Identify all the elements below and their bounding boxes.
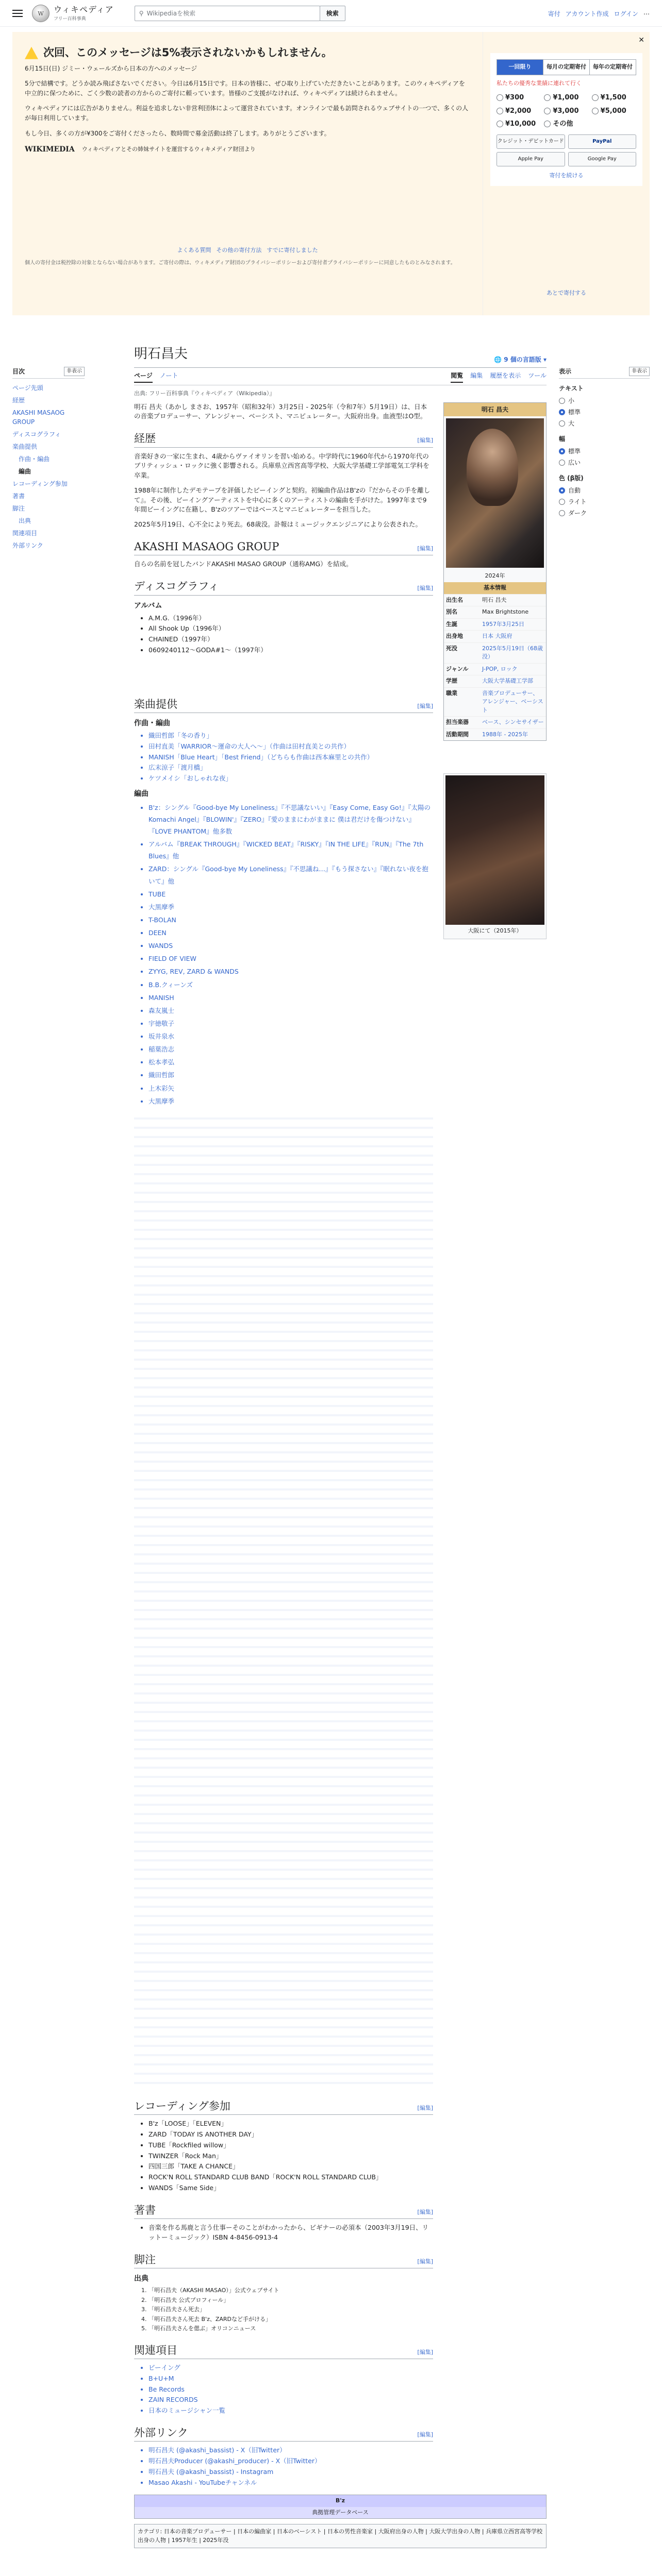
appearance-hide-button[interactable]: 非表示 (629, 367, 650, 376)
list-item[interactable]: • ZARD：シングル『Good-bye My Loneliness』『不思議ね…』『もう探さない』『眠れない夜を抱いて』他 (148, 863, 433, 887)
subsection-heading: 編曲 (134, 789, 148, 798)
categories[interactable]: カテゴリ: 日本の音楽プロデューサー | 日本の編曲家 | 日本のベーシスト | 日本の男性音楽家 | 大阪府出身の人物 | 大阪大学出身の人物 | 兵庫県立西宮高等学校出身の人物 | 1957年生 | 2025年没 (134, 2524, 547, 2548)
figure (443, 773, 547, 940)
list-item: • 0609240112〜GODA#1〜（1997年） (148, 646, 433, 655)
tab-talk[interactable]: ノート (159, 372, 178, 379)
article-body (134, 402, 433, 2488)
payment-methods (496, 134, 636, 166)
portrait-image[interactable] (446, 418, 544, 568)
edit-section-link[interactable]: [編集] (417, 702, 433, 709)
list-item: • CHAINED（1997年） (148, 635, 433, 645)
faq-link[interactable]: よくある質問 (177, 247, 211, 253)
list-item: • A.M.G.（1996年） (148, 614, 433, 623)
amount-option[interactable]: ¥3,000 (544, 106, 588, 116)
toc-hide-button[interactable]: 非表示 (64, 367, 85, 376)
language-button[interactable]: 🌐 9 個の言語版 ▾ (494, 356, 547, 363)
reference-item[interactable]: 1. 「明石昌夫（AKASHI MASAO）」公式ウェブサイト (148, 2286, 433, 2295)
figure-caption: 大阪にて（2015年） (468, 927, 522, 934)
edit-section-link[interactable]: [編集] (417, 2208, 433, 2215)
list-item[interactable]: • DEEN (148, 927, 433, 939)
section-heading: 著書 (134, 2204, 156, 2216)
list-item[interactable]: • MANISH「Blue Heart」「Best Friend」（どちらも作曲は西本麻里との共作） (148, 753, 433, 762)
more-icon[interactable]: ⋯ (643, 10, 650, 18)
amount-option[interactable]: ¥300 (496, 93, 541, 103)
toc-item[interactable]: 関連項目 (12, 530, 38, 537)
banner-title: 次回、このメッセージは5%表示されないかもしれません。 (43, 46, 333, 59)
subsection-heading: 作曲・編曲 (134, 719, 170, 727)
related-link[interactable]: • 日本のミュージシャン一覧 (148, 2406, 433, 2416)
warning-icon (25, 47, 38, 59)
text-size-large[interactable]: 大 (559, 418, 650, 429)
paragraph: 自らの名前を冠したバンドAKASHI MASAO GROUP（通称AMG）を結成。 (134, 560, 353, 568)
frequency-selector (496, 59, 636, 75)
list-item[interactable]: • 坂井泉水 (148, 1030, 433, 1042)
related-link[interactable]: • B+U+M (148, 2374, 433, 2384)
width-wide[interactable]: 広い (559, 457, 650, 468)
close-icon[interactable]: ✕ (638, 36, 644, 44)
external-link[interactable]: • 明石昌夫 (@akashi_bassist) - X（旧Twitter） (148, 2446, 433, 2455)
width-standard[interactable]: 標準 (559, 446, 650, 457)
list-item: • TWINZER「Rock Man」 (148, 2151, 433, 2161)
page-tabs (134, 368, 547, 385)
list-item[interactable]: • アルバム『BREAK THROUGH』『WICKED BEAT』『RISKY』『IN THE LIFE』『RUN』『The 7th Blues』他 (148, 838, 433, 862)
amount-option[interactable]: ¥10,000 (496, 119, 541, 129)
reference-item[interactable]: 3. 「明石昌夫さん死去」 (148, 2306, 433, 2314)
infobox-caption: 2024年 (485, 572, 505, 579)
infobox-title: 明石 昌夫 (444, 403, 546, 416)
authority-control[interactable]: 典拠管理データベース (135, 2507, 546, 2519)
card-pay-button[interactable]: クレジット・デビットカード (496, 134, 565, 149)
list-item[interactable]: • 大黒摩季 (148, 901, 433, 913)
toc-item[interactable]: 著書 (12, 493, 25, 500)
navbox (134, 2495, 547, 2519)
toc-item[interactable]: ディスコグラフィ (12, 431, 61, 438)
list-item[interactable]: • 宇徳敬子 (148, 1018, 433, 1029)
toc-subitem[interactable]: 出典 (19, 517, 31, 524)
subsection-heading: アルバム (134, 601, 162, 610)
toc-subitem-current[interactable]: 編曲 (19, 468, 31, 475)
list-item[interactable]: • WANDS (148, 940, 433, 952)
logo-sub: フリー百科事典 (54, 16, 86, 22)
color-label: 色 (β版) (559, 474, 584, 482)
wikimedia-logo: WIKIMEDIA ウィキペディアとその姉妹サイトを運営するウィキメディア財団より (25, 145, 256, 154)
banner-paragraph: 5分で結構です。どうか読み飛ばさないでください。今日は6月15日です。日本の皆様に、ぜひ取り上げていただきたいことがあります。このウィキペディアを中立的に保つために、ごく少数の読者の方からのご寄付に頼っています。皆様のご支援がなければ、ウィキペディアは続けられません。 (25, 79, 465, 97)
section-heading: レコーディング参加 (134, 2099, 230, 2112)
edit-section-link[interactable]: [編集] (417, 585, 433, 591)
infobox: 明石 昌夫 2024年 基本情報 出生名 明石 昌夫 別名 Max Brightstone 生誕 1957年3月25日 出身地 日本 大阪府 死没 2025年5月19日（68歳没） ジャンル J-POP, ロック 学歴 大阪大学基礎工学部 職業 音楽プロデューサー、アレンジャー、ベーシスト 担当楽器 ベース、シンセサイザー 活動期間 1988年 - 2025年 (443, 402, 547, 741)
edit-section-link[interactable]: [編集] (417, 437, 433, 444)
color-dark[interactable]: ダーク (559, 507, 650, 519)
appearance-panel (559, 367, 650, 519)
toc-item[interactable]: 経歴 (12, 397, 25, 404)
donate-link[interactable]: 寄付 (548, 10, 560, 18)
section-heading: 外部リンク (134, 2426, 188, 2439)
list-item[interactable]: • 上木彩矢 (148, 1082, 433, 1094)
list-item: • ROCK'N ROLL STANDARD CLUB BAND「ROCK'N ROLL STANDARD CLUB」 (148, 2173, 433, 2182)
paypal-button[interactable]: PayPal (568, 134, 637, 149)
wikipedia-globe-icon: W (32, 5, 49, 22)
login-link[interactable]: ログイン (614, 10, 638, 18)
paragraph: 2025年5月19日、心不全により死去。68歳没。訃報はミュージックエンジニアにより公表された。 (134, 520, 422, 528)
toc-item[interactable]: 脚注 (12, 505, 25, 512)
other-ways-link[interactable]: その他の寄付方法 (216, 247, 262, 253)
freq-monthly[interactable]: 毎月の定期寄付 (543, 60, 590, 75)
table-of-contents (12, 367, 85, 552)
list-item[interactable]: • T-BOLAN (148, 914, 433, 926)
article (134, 344, 547, 2548)
arrange-list-continued (134, 1110, 433, 2089)
list-item: • B'z「LOOSE」「ELEVEN」 (148, 2119, 433, 2129)
list-item[interactable]: • MANISH (148, 992, 433, 1004)
section-heading: 脚注 (134, 2253, 156, 2266)
reference-item[interactable]: 2. 「明石昌夫 公式プロフィール」 (148, 2296, 433, 2305)
list-item[interactable]: • 稲葉浩志 (148, 1043, 433, 1055)
list-item[interactable]: • B'z：シングル『Good-bye My Loneliness』『不思議ないい』『Easy Come, Easy Go!』『太陽のKomachi Angel』『BLOWIN'』『ZERO』『愛のままにわがままに 僕は君だけを傷つけない』『LOVE PHANTOM』他多数 (148, 802, 433, 837)
navbox-title[interactable]: B'z (135, 2495, 546, 2507)
tab-read[interactable]: 閲覧 (451, 371, 463, 383)
appearance-title: 表示 (559, 368, 572, 375)
search-icon: ⚲ (139, 9, 144, 17)
edit-section-link[interactable]: [編集] (417, 2258, 433, 2265)
list-item[interactable]: • 大黒摩季 (148, 1095, 433, 1107)
external-link[interactable]: • 明石昌夫Producer (@akashi_producer) - X（旧Twitter） (148, 2456, 433, 2466)
external-link[interactable]: • Masao Akashi - YouTubeチャンネル (148, 2478, 433, 2488)
amount-options (496, 93, 636, 129)
google-pay-button[interactable]: Google Pay (568, 152, 637, 166)
paragraph: 音楽好きの一家に生まれ、4歳からヴァイオリンを習い始める。中学時代に1960年代から1970年代のブリティッシュ・ロックに強く影響される。兵庫県立西宮高等学校、大阪大学基礎工学部電気工学科を卒業。 (134, 452, 429, 479)
banner-fine-print: 個人の寄付金は税控除の対象とならない場合があります。ご寄付の際は、ウィキメディア財団のプライバシーポリシーおよび寄付者プライバシーポリシーに同意したものとみなされます。 (25, 260, 456, 266)
user-links (548, 9, 650, 19)
toc-title: 目次 (12, 368, 25, 375)
list-item: • ZARD「TODAY IS ANOTHER DAY」 (148, 2130, 433, 2140)
text-size-small[interactable]: 小 (559, 395, 650, 406)
list-item[interactable]: • 森友嵐士 (148, 1005, 433, 1016)
paragraph: 1988年に制作したデモテープを評価したビーイングと契約。初編曲作品はB'zの『だからその手を離して』。その後、ビーイングアーティストを中心に多くのアーティストの編曲を手がけた。1997年まで9年間ビーイングに在籍し、B'zのツアーではベースとマニピュレーターを担当した。 (134, 486, 431, 514)
header (0, 0, 662, 27)
color-light[interactable]: ライト (559, 496, 650, 507)
toc-subitem[interactable]: 作曲・編曲 (19, 455, 50, 463)
list-item[interactable]: • ケツメイシ「おしゃれな夜」 (148, 774, 433, 784)
fundraising-banner (12, 32, 483, 242)
reference-item[interactable]: 4. 「明石昌夫さん死去 B'z、ZARDなど手がける」 (148, 2315, 433, 2324)
related-link[interactable]: • ZAIN RECORDS (148, 2395, 433, 2405)
list-item[interactable]: • B.B.クィーンズ (148, 979, 433, 991)
tab-edit[interactable]: 編集 (470, 372, 483, 379)
amount-option[interactable]: ¥5,000 (592, 106, 636, 116)
continue-donate-link[interactable]: 寄付を続ける (549, 172, 584, 179)
toc-item[interactable]: 楽曲提供 (12, 443, 38, 450)
already-donated-link[interactable]: すでに寄付しました (267, 247, 318, 253)
amount-option[interactable]: ¥1,500 (592, 93, 636, 103)
apple-pay-button[interactable]: Apple Pay (496, 152, 565, 166)
menu-icon[interactable] (12, 10, 23, 17)
external-link[interactable]: • 明石昌夫 (@akashi_bassist) - Instagram (148, 2467, 433, 2477)
amount-option[interactable]: ¥1,000 (544, 93, 588, 103)
tab-tools[interactable]: ツール (528, 372, 547, 379)
list-item: • TUBE「Rockfiled willow」 (148, 2141, 433, 2150)
list-item[interactable]: • 広末涼子「渡月橋」 (148, 763, 433, 773)
from-wikipedia: 出典: フリー百科事典『ウィキペディア（Wikipedia）』 (134, 390, 275, 397)
list-item: • 音楽を作る馬鹿と言う仕事ーそのことがわかったから、ビギナーの必須本（2003年3月19日、リットーミュージック）ISBN 4-8456-0913-4 (148, 2223, 433, 2243)
later-link[interactable]: あとで寄付する (547, 290, 586, 296)
reference-item[interactable]: 5. 「明石昌夫さんを偲ぶ」オリコンニュース (148, 2325, 433, 2333)
color-auto[interactable]: 自動 (559, 485, 650, 496)
infobox-section-head: 基本情報 (444, 582, 546, 594)
list-item[interactable]: • 織田哲郎 (148, 1069, 433, 1081)
related-link[interactable]: • Be Records (148, 2385, 433, 2395)
logo[interactable] (32, 4, 114, 23)
toc-item[interactable]: AKASHI MASAOG GROUP (12, 409, 65, 426)
freq-yearly[interactable]: 毎年の定期寄付 (593, 63, 633, 70)
donation-panel (483, 32, 650, 315)
intro-paragraph: 明石 昌夫（あかし まさお、1957年（昭和32年）3月25日 - 2025年（令和7年）5月19日）は、日本の音楽プロデューサー、アレンジャー、ベーシスト、マニピュレーター。大阪府出身。血液型はO型。 (134, 402, 427, 420)
freq-once[interactable]: 一回限り (497, 60, 543, 75)
logo-title: ウィキペディア (54, 4, 114, 14)
create-account-link[interactable]: アカウント作成 (565, 10, 609, 18)
toc-item[interactable]: 外部リンク (12, 542, 43, 549)
list-item[interactable]: • TUBE (148, 888, 433, 900)
section-heading: 楽曲提供 (134, 698, 177, 710)
edit-section-link[interactable]: [編集] (417, 545, 433, 552)
banner-subtitle: 6月15日(日) ジミー・ウェールズから日本の方へのメッセージ (25, 64, 197, 72)
search-input[interactable]: ⚲ Wikipediaを検索 (135, 6, 320, 21)
edit-section-link[interactable]: [編集] (417, 2104, 433, 2111)
related-link[interactable]: • ビーイング (148, 2363, 433, 2373)
list-item[interactable]: • FIELD OF VIEW (148, 953, 433, 964)
amount-option[interactable]: ¥2,000 (496, 106, 541, 116)
tab-page[interactable]: ページ (134, 371, 153, 383)
donate-hint: 私たちの優秀な業績に連れて行く (496, 79, 582, 87)
list-item: • All Shook Up（1996年） (148, 624, 433, 634)
banner-paragraph: もし今日、多くの方が¥300をご寄付くださったら、数時間で募金活動は終了します。ありがとうございます。 (25, 129, 330, 137)
section-heading: 経歴 (134, 432, 156, 445)
text-size-label: テキスト (559, 385, 584, 392)
banner-paragraph: ウィキペディアには広告がありません。利益を追求しない非営利団体によって運営されています。オンラインで最も訪問されるウェブサイトの一つで、多くの人が毎日利用しています。 (25, 105, 469, 122)
toc-item[interactable]: ページ先頭 (12, 384, 43, 392)
list-item[interactable]: • 松本孝弘 (148, 1056, 433, 1068)
section-heading: AKASHI MASAOG GROUP (134, 540, 279, 553)
edit-section-link[interactable]: [編集] (417, 2348, 433, 2355)
section-heading: ディスコグラフィ (134, 580, 219, 592)
width-label: 幅 (559, 435, 566, 443)
toc-item[interactable]: レコーディング参加 (12, 480, 68, 487)
edit-section-link[interactable]: [編集] (417, 2431, 433, 2438)
tab-history[interactable]: 履歴を表示 (490, 372, 521, 379)
section-heading: 関連項目 (134, 2344, 177, 2357)
list-item[interactable]: • 田村直美「WARRIOR〜運命の大人へ〜」（作曲は田村直美との共作） (148, 742, 433, 752)
list-item: • WANDS「Same Side」 (148, 2183, 433, 2193)
amount-option[interactable]: その他 (544, 119, 588, 129)
list-item: • 四国三郎「TAKE A CHANCE」 (148, 2162, 433, 2172)
list-item[interactable]: • ZYYG, REV, ZARD & WANDS (148, 965, 433, 977)
search-button[interactable]: 検索 (320, 6, 345, 21)
figure-image[interactable] (445, 775, 544, 925)
subsection-heading: 出典 (134, 2275, 148, 2283)
banner-footer (12, 242, 483, 315)
list-item[interactable]: • 織田哲郎「冬の香り」 (148, 731, 433, 741)
text-size-standard[interactable]: 標準 (559, 406, 650, 418)
page-title: 明石昌夫 (134, 346, 188, 362)
